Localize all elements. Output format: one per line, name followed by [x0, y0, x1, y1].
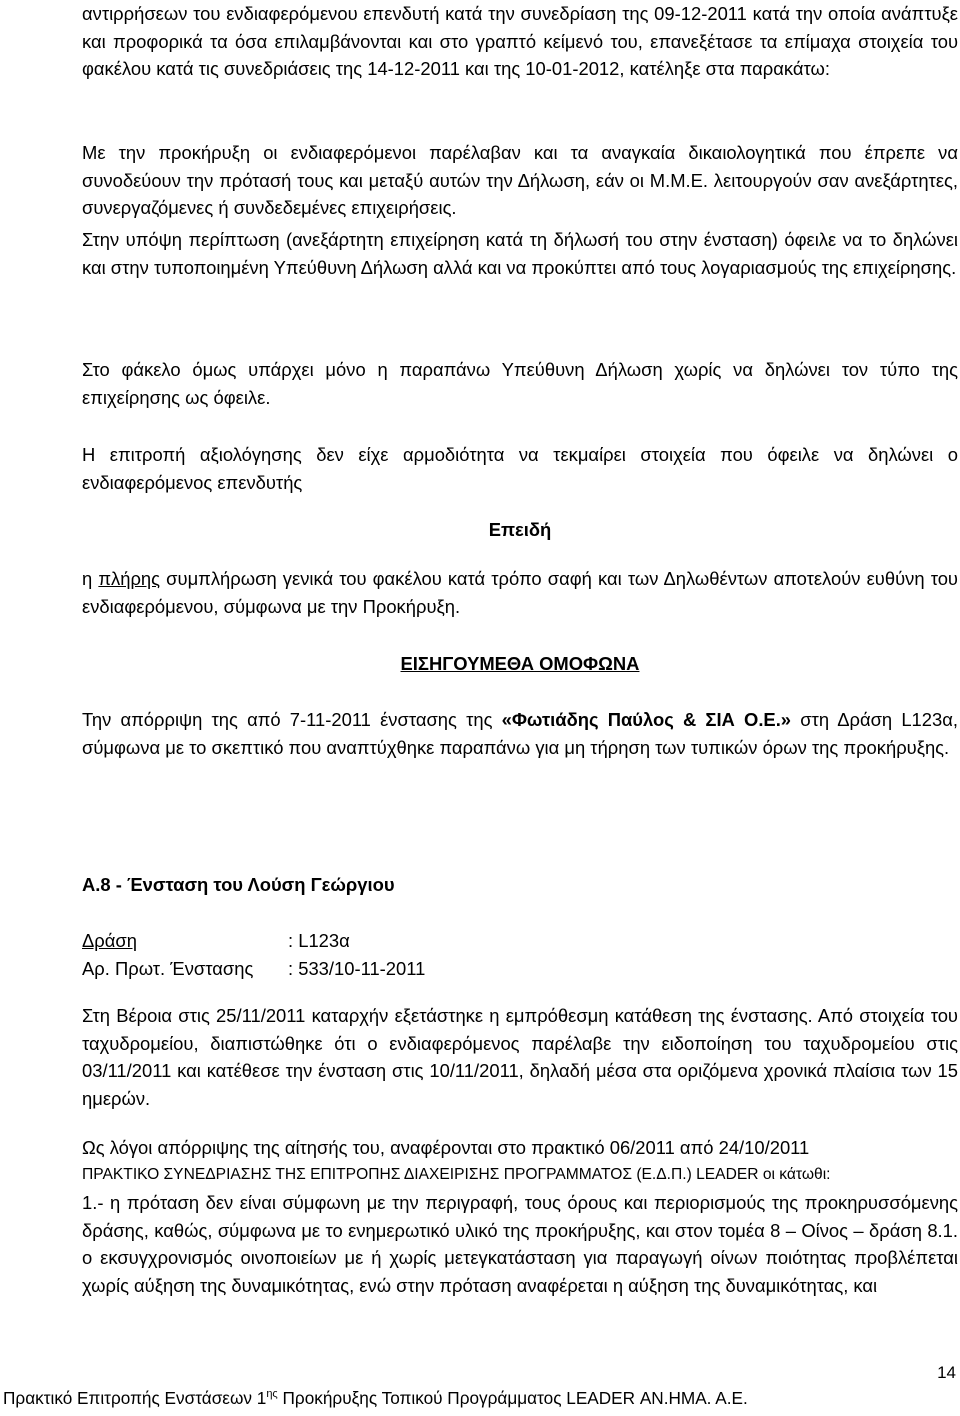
paragraph-completeness — [82, 565, 958, 620]
epeidi-heading: Επειδή — [488, 519, 552, 540]
footer-text-post: Προκήρυξης Τοπικού Προγράμματος LEADER ΑΝ.ΗΜΑ. Α.Ε. — [277, 1388, 748, 1408]
p5-pre: η — [82, 568, 99, 589]
protocol-number-label: Αρ. Πρωτ. Ένστασης — [82, 958, 254, 979]
p5-post: συμπλήρωση γενικά του φακέλου κατά τρόπο σαφή και των Δηλωθέντων αποτελούν ευθύνη του ενδιαφερόμενου, σύμφωνα με την Προκήρυξη. — [82, 568, 958, 617]
paragraph-reason-1: 1.- η πρόταση δεν είναι σύμφωνη με την περιγραφή, τους όρους και περιορισμούς της προκηρυσσόμενης δράσης, καθώς, σύμφωνα με το ενημερωτικό υλικό της προκήρυξης, και στον τομέα 8 – Οίνος – δράση 8.1. ο εκσυγχρονισμός οινοποιείων με ή χωρίς μετεγκατάσταση για παραγωγή οίνων ποιότητας προβλέπεται χωρίς αύξηση της δυναμικότητας, ενώ στην πρόταση αναφέρεται η αύξηση της δυναμικότητας, και — [82, 1192, 958, 1296]
p6-pre: Την απόρριψη της από 7-11-2011 ένστασης της — [82, 709, 502, 730]
p6-company-name: «Φωτιάδης Παύλος & ΣΙΑ Ο.Ε.» — [501, 709, 792, 730]
footer-text-pre: Πρακτικό Επιτροπής Ενστάσεων 1 — [3, 1388, 267, 1408]
page-number: 14 — [937, 1363, 956, 1382]
p6-post: στη Δράση L123α, σύμφωνα με το σκεπτικό που αναπτύχθηκε παραπάνω για μη τήρηση των τυπικών όρων της προκήρυξης. — [82, 709, 958, 758]
footer-ordinal-sup: ης — [266, 1388, 278, 1400]
protocol-number-value: : 533/10-11-2011 — [288, 958, 426, 979]
intro-paragraph: αντιρρήσεων του ενδιαφερόμενου επενδυτή κατά την συνεδρίαση της 09-12-2011 κατά την οποία ανάπτυξε και προφορικά τα όσα επιλαμβάνονται και στο γραπτό κείμενό του, επανεξέτασε τα επίμαχα στοιχεία του φακέλου κατά τις συνεδριάσεις της 14-12-2011 και της 10-01-2012, κατέληξε στα παρακάτω: — [82, 3, 958, 79]
protocol-number-row — [82, 955, 958, 983]
paragraph-committee: Η επιτροπή αξιολόγησης δεν είχε αρμοδιότητα να τεκμαίρει στοιχεία που όφειλε να δηλώνει ο ενδιαφερόμενος επενδυτής — [82, 444, 958, 493]
paragraph-reasons-line2: ΠΡΑΚΤΙΚΟ ΣΥΝΕΔΡΙΑΣΗΣ ΤΗΣ ΕΠΙΤΡΟΠΗΣ ΔΙΑΧΕΙΡΙΣΗΣ ΠΡΟΓΡΑΜΜΑΤΟΣ (Ε.Δ.Π.) LEADER οι κάτωθι: — [82, 1166, 831, 1183]
paragraph-reasons-line1: Ως λόγοι απόρριψης της αίτησής του, αναφέρονται στο πρακτικό 06/2011 από 24/10/2011 — [82, 1137, 810, 1158]
paragraph-proclamation: Με την προκήρυξη οι ενδιαφερόμενοι παρέλαβαν και τα αναγκαία δικαιολογητικά που έπρεπε να συνοδεύουν την πρότασή τους και μεταξύ αυτών την Δήλωση, εάν οι Μ.Μ.Ε. λειτουργούν σαν ανεξάρτητες, συνεργαζόμενες ή συνδεδεμένες επιχειρήσεις. — [82, 142, 958, 218]
paragraph-independent-enterprise: Στην υπόψη περίπτωση (ανεξάρτητη επιχείρηση κατά τη δήλωσή του στην ένσταση) όφειλε να το δηλώνει και στην τυποποιημένη Υπεύθυνη Δήλωση αλλά και να προκύπτει από τους λογαριασμούς της επιχείρησης. — [82, 229, 958, 278]
page-footer — [3, 1383, 957, 1409]
section-heading-a8: Α.8 - Ένσταση του Λούση Γεώργιου — [82, 874, 395, 895]
paragraph-rejection — [82, 706, 958, 761]
recommendation-heading: ΕΙΣΗΓΟΥΜΕΘΑ ΟΜΟΦΩΝΑ — [400, 653, 640, 674]
paragraph-timely-filing: Στη Βέροια στις 25/11/2011 καταρχήν εξετάστηκε η εμπρόθεσμη κατάθεση της ένστασης. Από στοιχεία του ταχυδρομείου, διαπιστώθηκε ότι ο ενδιαφερόμενος παρέλαβε την ειδοποίηση του ταχυδρομείου στις 03/11/2011 και κατέθεσε την ένσταση στις 10/11/2011, δηλαδή μέσα στα οριζόμενα χρονικά πλαίσια των 15 ημερών. — [82, 1005, 958, 1109]
drasi-value: : L123α — [288, 930, 350, 951]
paragraph-folder-declaration: Στο φάκελο όμως υπάρχει μόνο η παραπάνω Υπεύθυνη Δήλωση χωρίς να δηλώνει τον τύπο της επιχείρησης ως όφειλε. — [82, 359, 958, 408]
drasi-label: Δράση — [82, 930, 137, 951]
p5-underlined-word: πλήρης — [98, 568, 161, 589]
drasi-row — [82, 927, 958, 955]
